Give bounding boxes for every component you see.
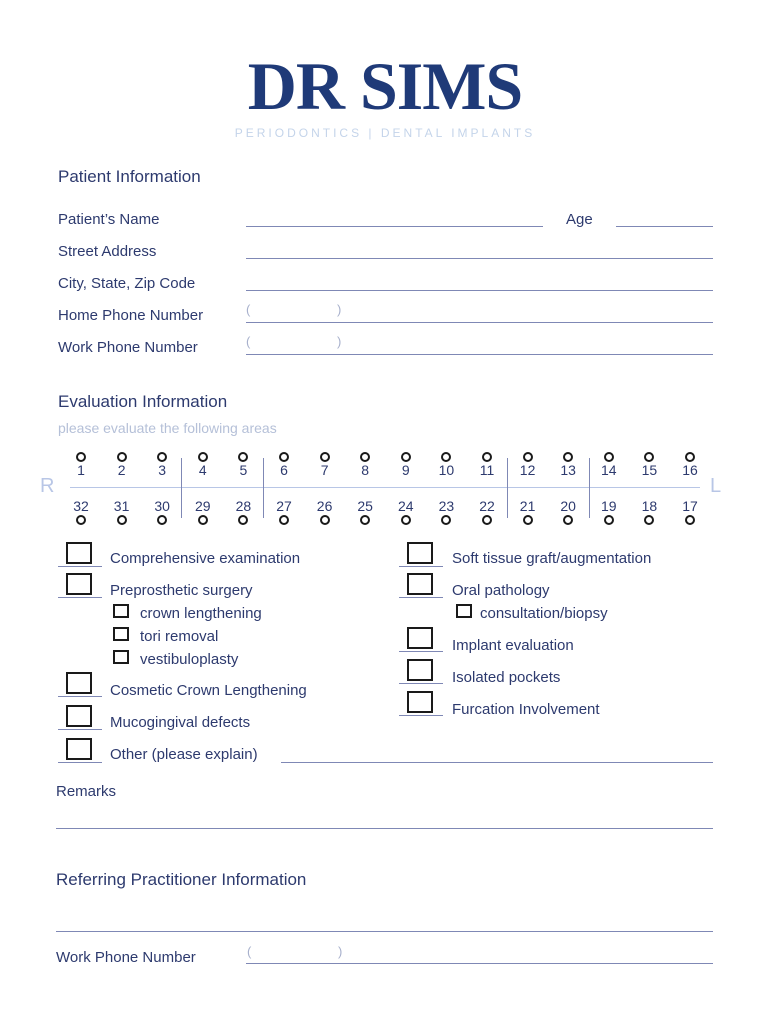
- left-side-label: L: [710, 475, 722, 497]
- tooth-circle-icon[interactable]: [360, 452, 370, 462]
- teeth-midline: [70, 487, 700, 488]
- tooth-circle-icon[interactable]: [604, 452, 614, 462]
- tooth-circle-icon[interactable]: [157, 515, 167, 525]
- patient-name-label: Patient’s Name: [58, 211, 160, 228]
- other-explain-field[interactable]: [281, 762, 713, 763]
- patient-name-field[interactable]: [246, 226, 543, 227]
- tooth-circle-icon[interactable]: [238, 515, 248, 525]
- tooth-circle-icon[interactable]: [563, 515, 573, 525]
- option-isolated-pockets: Isolated pockets: [452, 669, 561, 686]
- home-phone-label: Home Phone Number: [58, 307, 204, 324]
- sub-option-checkbox[interactable]: [456, 604, 472, 618]
- age-field[interactable]: [616, 226, 713, 227]
- checkbox-underline: [399, 715, 443, 716]
- option-checkbox[interactable]: [407, 573, 433, 595]
- tooth-number: 9: [401, 462, 410, 478]
- tooth-number: 11: [479, 462, 495, 478]
- tooth-number: 32: [73, 498, 89, 514]
- referring-phone-area-open: (: [247, 944, 252, 959]
- option-preprosthetic-surgery: Preprosthetic surgery: [110, 582, 253, 599]
- tooth-circle-icon[interactable]: [279, 515, 289, 525]
- tooth-number: 27: [276, 498, 292, 514]
- tooth-circle-icon[interactable]: [360, 515, 370, 525]
- option-comprehensive-exam: Comprehensive examination: [110, 550, 301, 567]
- tooth-number: 28: [235, 498, 252, 514]
- street-address-label: Street Address: [58, 243, 157, 260]
- tooth-number: 12: [519, 462, 536, 478]
- tooth-circle-icon[interactable]: [238, 452, 248, 462]
- option-implant-evaluation: Implant evaluation: [452, 637, 574, 654]
- referring-work-phone-field[interactable]: [246, 963, 713, 964]
- tooth-number: 7: [320, 462, 329, 478]
- checkbox-underline: [58, 762, 102, 763]
- option-other: Other (please explain): [110, 746, 258, 763]
- option-checkbox[interactable]: [407, 659, 433, 681]
- tooth-number: 18: [641, 498, 658, 514]
- work-phone-area-open: (: [246, 334, 251, 349]
- tooth-circle-icon[interactable]: [523, 515, 533, 525]
- practice-logo: DR SIMS: [247, 48, 523, 124]
- checkbox-underline: [399, 566, 443, 567]
- tooth-circle-icon[interactable]: [563, 452, 573, 462]
- tooth-circle-icon[interactable]: [644, 452, 654, 462]
- sub-option-vestibuloplasty: vestibuloplasty: [140, 651, 239, 668]
- tooth-circle-icon[interactable]: [482, 452, 492, 462]
- sub-option-checkbox[interactable]: [113, 650, 129, 664]
- work-phone-field[interactable]: [246, 354, 713, 355]
- tooth-circle-icon[interactable]: [76, 452, 86, 462]
- practice-tagline: PERIODONTICS | DENTAL IMPLANTS: [234, 126, 536, 140]
- tooth-number: 16: [682, 462, 698, 478]
- option-soft-tissue-graft: Soft tissue graft/augmentation: [452, 550, 652, 567]
- tooth-number: 13: [560, 462, 576, 478]
- evaluation-hint: please evaluate the following areas: [58, 420, 277, 436]
- option-cosmetic-crown-lengthening: Cosmetic Crown Lengthening: [110, 682, 307, 699]
- tooth-number: 19: [601, 498, 617, 514]
- tooth-number: 4: [198, 462, 207, 478]
- tooth-circle-icon[interactable]: [320, 452, 330, 462]
- tooth-number: 8: [361, 462, 370, 478]
- checkbox-underline: [399, 651, 443, 652]
- city-state-zip-label: City, State, Zip Code: [58, 275, 196, 292]
- tooth-number: 17: [682, 498, 698, 514]
- tooth-circle-icon[interactable]: [441, 515, 451, 525]
- tooth-number: 21: [519, 498, 536, 514]
- option-mucogingival-defects: Mucogingival defects: [110, 714, 251, 731]
- option-checkbox[interactable]: [407, 627, 433, 649]
- tooth-number: 1: [77, 462, 85, 478]
- age-label: Age: [566, 211, 593, 228]
- option-checkbox[interactable]: [407, 542, 433, 564]
- option-checkbox[interactable]: [66, 738, 92, 760]
- tooth-circle-icon[interactable]: [685, 515, 695, 525]
- right-side-label: R: [40, 475, 55, 497]
- option-checkbox[interactable]: [66, 573, 92, 595]
- tooth-number: 24: [398, 498, 414, 514]
- street-address-field[interactable]: [246, 258, 713, 259]
- tooth-number: 14: [601, 462, 617, 478]
- option-checkbox[interactable]: [407, 691, 433, 713]
- referring-phone-area-close: ): [338, 944, 343, 959]
- checkbox-underline: [58, 597, 102, 598]
- tooth-circle-icon[interactable]: [644, 515, 654, 525]
- remarks-field[interactable]: [56, 828, 713, 829]
- checkbox-underline: [58, 729, 102, 730]
- checkbox-underline: [58, 566, 102, 567]
- sub-option-checkbox[interactable]: [113, 604, 129, 618]
- tooth-number: 15: [641, 462, 658, 478]
- patient-section-title: Patient Information: [58, 167, 201, 186]
- tooth-circle-icon[interactable]: [117, 452, 127, 462]
- option-checkbox[interactable]: [66, 705, 92, 727]
- tooth-number: 10: [438, 462, 455, 478]
- referring-section-title: Referring Practitioner Information: [56, 870, 307, 889]
- tooth-circle-icon[interactable]: [441, 452, 451, 462]
- city-state-zip-field[interactable]: [246, 290, 713, 291]
- tooth-circle-icon[interactable]: [401, 515, 411, 525]
- tooth-circle-icon[interactable]: [320, 515, 330, 525]
- work-phone-label: Work Phone Number: [58, 339, 198, 356]
- tooth-circle-icon[interactable]: [157, 452, 167, 462]
- tooth-circle-icon[interactable]: [117, 515, 127, 525]
- tooth-number: 30: [154, 498, 170, 514]
- tooth-circle-icon[interactable]: [279, 452, 289, 462]
- tooth-circle-icon[interactable]: [604, 515, 614, 525]
- sub-option-crown-lengthening: crown lengthening: [140, 605, 262, 622]
- tooth-circle-icon[interactable]: [482, 515, 492, 525]
- tooth-number: 20: [560, 498, 576, 514]
- evaluation-section-title: Evaluation Information: [58, 392, 228, 411]
- tooth-number: 25: [357, 498, 373, 514]
- tooth-number: 22: [479, 498, 495, 514]
- tooth-circle-icon[interactable]: [401, 452, 411, 462]
- home-phone-area-close: ): [337, 302, 342, 317]
- option-furcation-involvement: Furcation Involvement: [452, 701, 600, 718]
- tooth-circle-icon[interactable]: [685, 452, 695, 462]
- referring-work-phone-label: Work Phone Number: [56, 949, 196, 966]
- tooth-number: 5: [239, 462, 248, 478]
- tooth-number: 26: [316, 498, 333, 514]
- tooth-circle-icon[interactable]: [523, 452, 533, 462]
- checkbox-underline: [399, 683, 443, 684]
- checkbox-underline: [58, 696, 102, 697]
- referring-practitioner-field[interactable]: [56, 931, 713, 932]
- work-phone-area-close: ): [337, 334, 342, 349]
- sub-option-checkbox[interactable]: [113, 627, 129, 641]
- tooth-number: 29: [195, 498, 211, 514]
- sub-option-tori-removal: tori removal: [140, 628, 219, 645]
- tooth-circle-icon[interactable]: [198, 515, 208, 525]
- option-checkbox[interactable]: [66, 542, 92, 564]
- tooth-circle-icon[interactable]: [76, 515, 86, 525]
- tooth-number: 23: [438, 498, 455, 514]
- tooth-number: 2: [117, 462, 126, 478]
- sub-option-consultation-biopsy: consultation/biopsy: [480, 605, 608, 622]
- tooth-number: 31: [113, 498, 130, 514]
- home-phone-field[interactable]: [246, 322, 713, 323]
- checkbox-underline: [399, 597, 443, 598]
- option-checkbox[interactable]: [66, 672, 92, 694]
- home-phone-area-open: (: [246, 302, 251, 317]
- tooth-circle-icon[interactable]: [198, 452, 208, 462]
- option-oral-pathology: Oral pathology: [452, 582, 550, 599]
- tooth-number: 6: [280, 462, 288, 478]
- tooth-number: 3: [158, 462, 167, 478]
- remarks-label: Remarks: [56, 783, 117, 800]
